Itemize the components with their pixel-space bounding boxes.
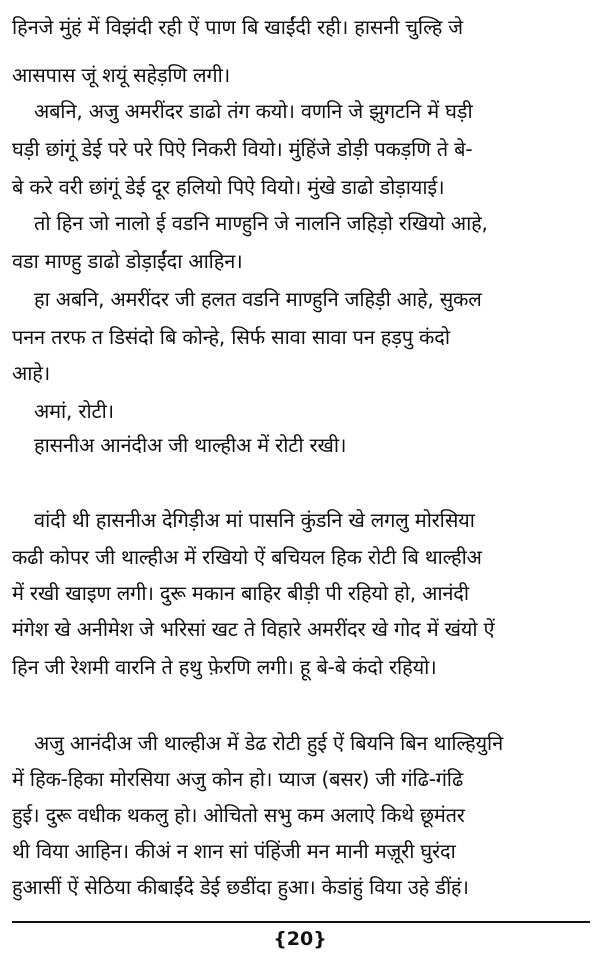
- text-line: में रखी खाइण लगी। दुरू मकान बाहिर बीड़ी पी रहियो हो, आनंदी: [12, 581, 469, 605]
- text-line: वांदी थी हासनीअ देगिड़ीअ मां पासनि कुंडनि खे लगलु मोरसिया: [34, 508, 475, 532]
- text-line: पनन तरफ त डिसंदो बि कोन्हे, सिर्फ सावा सावा पन हड़पु कंदो: [12, 325, 450, 349]
- text-line: आसपास जूं शयूं सहेड़णि लगी।: [12, 63, 230, 87]
- text-line: अजु आनंदीअ जी थाल्हीअ में डेढ रोटी हुई ऐं बियनि बिन थाल्हियुनि: [34, 731, 504, 755]
- text-line: कढी कोपर जी थाल्हीअ में रखियो ऐं बचियल हिक रोटी बि थाल्हीअ: [12, 545, 482, 569]
- text-line: बे करे वरी छांगूं डेई दूर हलियो पिऐ वियो। मुंखे डाढो डोड़ायाई।: [12, 175, 445, 199]
- text-line: हिन जी रेशमी वारनि ते हथु फ़ेरणि लगी। हू बे-बे कंदो रहियो।: [12, 655, 437, 679]
- text-line: घड़ी छांगूं डेई परे परे पिऐ निकरी वियो। मुंहिंजे डोड़ी पकड़णि ते बे-: [12, 137, 473, 161]
- text-line: हुआसीं ऐं सेठिया कीबाईंदे डेई छडींदा हुआ। केडांहुं विया उहे डींहं।: [12, 875, 469, 899]
- page-number: {20}: [273, 928, 327, 950]
- footer-rule: [12, 921, 590, 923]
- text-line: हा अबनि, अमरींदर जी हलत वडनि माण्हुनि जहिड़ी आहे, सुकल: [34, 287, 482, 311]
- text-line: तो हिन जो नालो ई वडनि माण्हुनि जे नालनि जहिड़ो रखियो आहे,: [34, 211, 488, 235]
- text-line: हासनीअ आनंदीअ जी थाल्हीअ में रोटी रखी।: [34, 433, 347, 457]
- text-line: अबनि, अजु अमरींदर डाढो तंग कयो। वणनि जे झुगटनि में घड़ी: [34, 99, 473, 123]
- text-line: अमां, रोटी।: [34, 399, 114, 423]
- text-line: हुई। दुरू वधीक थकलु हो। ओचितो सभु कम अलाऐ किथे छूमंतर: [12, 803, 465, 827]
- text-line: थी विया आहिन। कीअं न शान सां पंहिंजी मन मानी मज़ूरी घुरंदा: [12, 839, 456, 863]
- text-line: में हिक-हिका मोरसिया अजु कोन हो। प्याज (बसर) जी गंढि-गंढि: [12, 767, 464, 791]
- text-line: आहे।: [12, 361, 51, 385]
- text-line: वडा माण्हु डाढो डोड़ाईंदा आहिन।: [12, 249, 243, 273]
- text-line: मंगेश खे अनीमेश जे भरिसां खट ते विहारे अमरींदर खे गोद में खंयो ऐं: [12, 617, 495, 641]
- text-line: हिनजे मुंहं में विझंदी रही ऐं पाण बि खाईंदी रही। हासनी चुल्हि जे: [12, 15, 463, 39]
